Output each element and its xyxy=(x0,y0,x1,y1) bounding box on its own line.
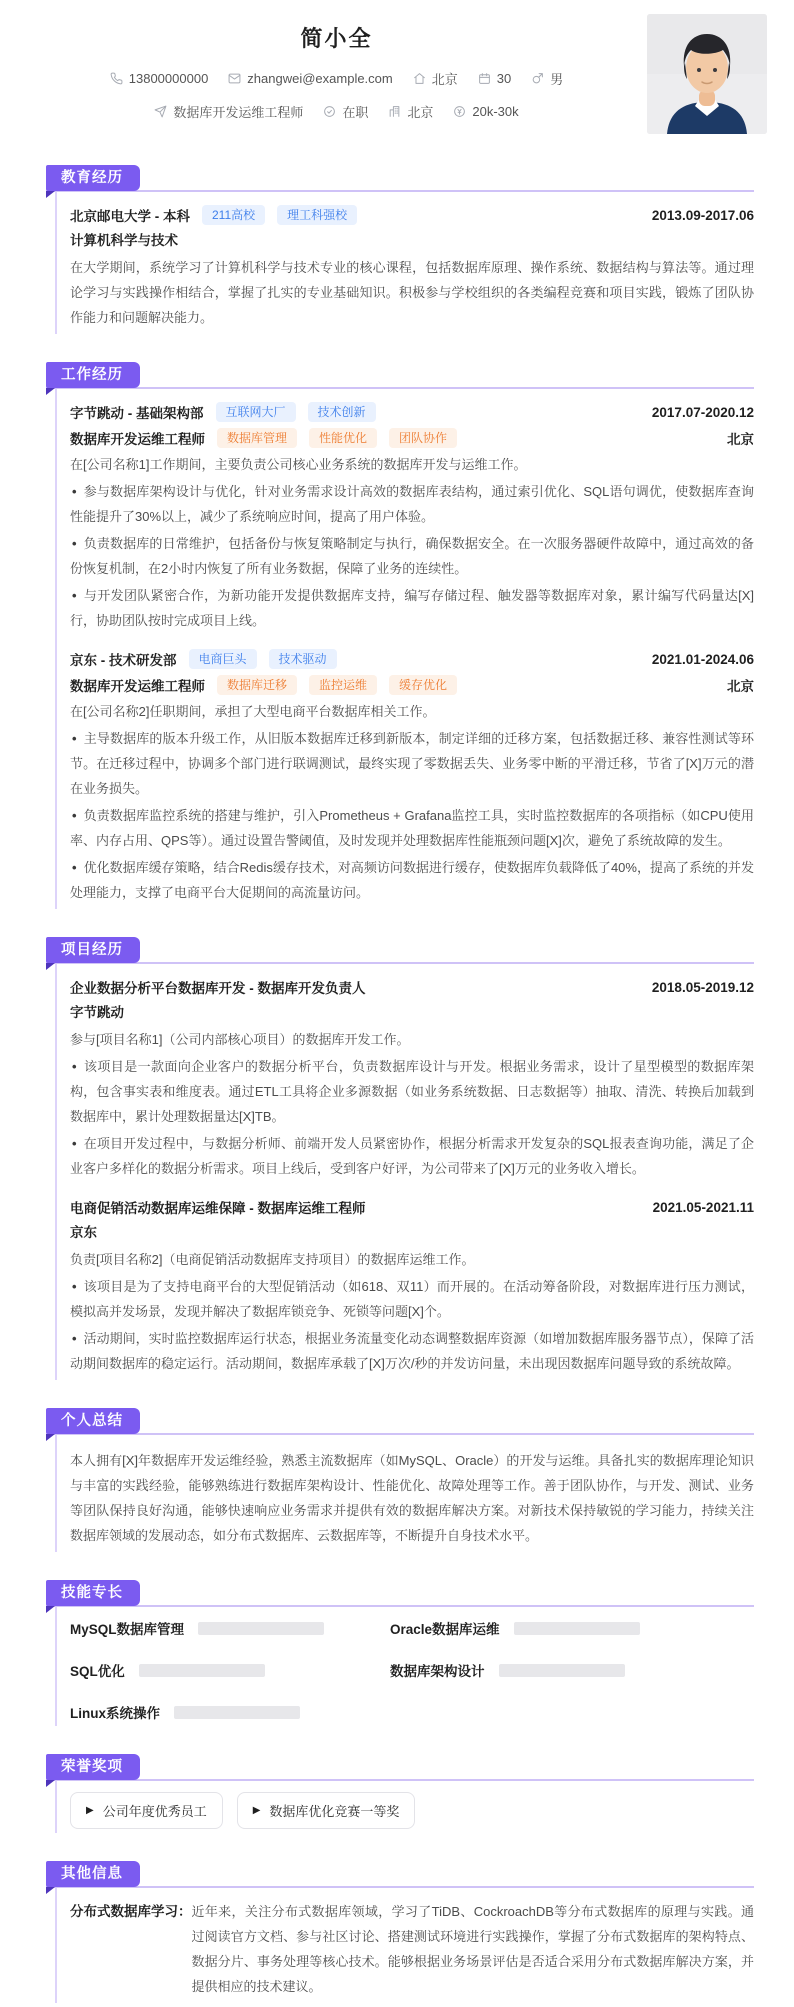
gender-value: 男 xyxy=(550,72,564,87)
skill-bar-track xyxy=(499,1664,625,1677)
honor-badge-button[interactable] xyxy=(237,1792,416,1829)
summary-text: 本人拥有[X]年数据库开发运维经验，熟悉主流数据库（如MySQL、Oracle）的开发与运维。具备扎实的数据库理论知识与丰富的实践经验，能够熟练进行数据库架构设计、性能优化、故障处理等工作。善于团队协作，与开发、测试、业务等团队保持良好沟通，能够快速响应业务需求并提供有效的数据库解决方案。对新技术保持敏锐的学习能力，持续关注数据库领域的发展动态，如分布式数据库、云数据库等，不断提升自身技术水平。 xyxy=(70,1453,754,1543)
project-date: 2018.05-2019.12 xyxy=(651,979,754,995)
bullet-dot-icon: • xyxy=(72,536,77,551)
project-title: 企业数据分析平台数据库开发 - 数据库开发负责人 xyxy=(70,981,366,996)
bullet-dot-icon: • xyxy=(72,1136,77,1151)
section-projects-header xyxy=(40,937,754,963)
bullet-dot-icon: • xyxy=(72,588,77,603)
company-row xyxy=(70,400,754,424)
project-bullet-text: 该项目是一款面向企业客户的数据分析平台，负责数据库设计与开发。根据业务需求，设计了星型模型的数据库架构，包含事实表和维度表。通过ETL工具将企业多源数据（如业务系统数据、日志数据等）抽取、清洗、转换后加载到数据库中，累计处理数据量达[X]TB。 xyxy=(70,1059,754,1124)
contact-row xyxy=(110,69,563,88)
project-date: 2021.05-2021.11 xyxy=(652,1199,754,1215)
skills-grid xyxy=(70,1618,754,1722)
position-value: 数据库开发运维工程师 xyxy=(173,105,304,120)
section-label-ribbon: 个人总结 xyxy=(46,1408,140,1434)
gender-icon xyxy=(531,72,544,85)
other-info-label: 分布式数据库学习： xyxy=(70,1904,192,1919)
work-bullet-text: 与开发团队紧密合作，为新功能开发提供数据库支持，编写存储过程、触发器等数据库对象，累计编写代码量达[X]行，协助团队按时完成项目上线。 xyxy=(70,588,754,628)
ribbon-fold xyxy=(46,191,55,198)
location-item xyxy=(413,69,458,88)
project-title-row xyxy=(70,1195,754,1219)
profile-photo xyxy=(647,14,767,134)
section-summary-header xyxy=(40,1408,754,1434)
status-icon xyxy=(323,105,336,118)
email-value: zhangwei@example.com xyxy=(247,71,393,86)
skill-bar-track xyxy=(139,1664,265,1677)
work-bullet-text: 负责数据库监控系统的搭建与维护，引入Prometheus + Grafana监控工具，实时监控数据库的各项指标（如CPU使用率、内存占用、QPS等）。通过设置告警阈值，及时发现并处理数据库性能瓶颈问题[X]次，避免了系统故障的发生。 xyxy=(70,808,754,848)
project-title-row xyxy=(70,975,754,999)
section-divider xyxy=(46,190,754,192)
age-value: 30 xyxy=(496,71,512,86)
honor-label: 公司年度优秀员工 xyxy=(102,1804,207,1819)
status-item xyxy=(323,102,368,121)
section-skills xyxy=(0,1580,794,1730)
section-other xyxy=(0,1861,794,2007)
bullet-dot-icon: • xyxy=(72,1331,77,1346)
skill-item xyxy=(390,1660,654,1680)
section-divider xyxy=(46,1886,754,1888)
work-intro: 在[公司名称2]任职期间，承担了大型电商平台数据库相关工作。 xyxy=(70,704,436,719)
work-location: 北京 xyxy=(727,679,754,694)
skill-bar-track xyxy=(198,1622,324,1635)
gender-item xyxy=(531,69,563,88)
phone-value: 13800000000 xyxy=(128,71,209,86)
skill-name: Linux系统操作 xyxy=(70,1706,160,1721)
status-value: 在职 xyxy=(342,105,369,120)
bullet-dot-icon: • xyxy=(72,484,77,499)
section-education-header xyxy=(40,165,754,191)
section-divider xyxy=(46,387,754,389)
bullet-dot-icon: • xyxy=(72,808,77,823)
ribbon-fold xyxy=(46,1434,55,1441)
play-icon: ▶ xyxy=(252,1804,261,1816)
company-row xyxy=(70,647,754,671)
bullet-dot-icon: • xyxy=(72,1279,77,1294)
ribbon-fold xyxy=(46,1606,55,1613)
bullet-dot-icon: • xyxy=(72,731,77,746)
company-name: 京东 - 技术研发部 xyxy=(70,653,177,668)
company-tag: 电商巨头 xyxy=(189,649,257,670)
section-work xyxy=(0,362,794,913)
resume-header xyxy=(0,0,794,141)
company-tag: 技术驱动 xyxy=(269,649,337,670)
project-bullet-text: 在项目开发过程中，与数据分析师、前端开发人员紧密协作，根据分析需求开发复杂的SQL报表查询功能，满足了企业客户多样化的数据分析需求。项目上线后，受到客户好评，为公司带来了[X]万元的业务收入增长。 xyxy=(70,1136,754,1176)
section-label-ribbon: 荣誉奖项 xyxy=(46,1754,140,1780)
header-info xyxy=(40,14,633,135)
city-value: 北京 xyxy=(407,105,434,120)
skill-item xyxy=(70,1702,334,1722)
work-bullet-text: 负责数据库的日常维护，包括备份与恢复策略制定与执行，确保数据安全。在一次服务器硬件故障中，通过高效的备份恢复机制，在2小时内恢复了所有业务数据，保障了业务的连续性。 xyxy=(70,536,754,576)
work-bullet xyxy=(70,531,754,581)
work-bullet xyxy=(70,855,754,905)
work-bullet xyxy=(70,726,754,801)
skill-item xyxy=(390,1618,654,1638)
salary-value: 20k-30k xyxy=(472,104,519,119)
role-tag: 团队协作 xyxy=(389,428,457,449)
project-bullet-text: 活动期间，实时监控数据库运行状态，根据业务流量变化动态调整数据库资源（如增加数据库服务器节点），保障了活动期间数据库的稳定运行。活动期间，数据库承载了[X]万次/秒的并发访问量，未出现因数据库问题导致的系统故障。 xyxy=(70,1331,754,1371)
skill-name: 数据库架构设计 xyxy=(390,1664,485,1679)
education-entry-row xyxy=(70,203,754,227)
skill-name: SQL优化 xyxy=(70,1664,125,1679)
project-intro: 参与[项目名称1]（公司内部核心项目）的数据库开发工作。 xyxy=(70,1032,410,1047)
company-tag: 技术创新 xyxy=(308,402,376,423)
work-bullet xyxy=(70,583,754,633)
work-bullet xyxy=(70,803,754,853)
work-location: 北京 xyxy=(727,432,754,447)
project-company: 字节跳动 xyxy=(70,1005,124,1020)
position-item xyxy=(154,102,303,121)
honor-label: 数据库优化竞赛一等奖 xyxy=(269,1804,400,1819)
salary-item xyxy=(453,104,518,119)
project-bullet xyxy=(70,1326,754,1376)
candidate-name: 简小全 xyxy=(300,26,373,51)
role-row xyxy=(70,426,754,450)
location-value: 北京 xyxy=(431,72,458,87)
section-honors xyxy=(0,1754,794,1837)
section-label-ribbon: 项目经历 xyxy=(46,937,140,963)
project-bullet xyxy=(70,1274,754,1324)
phone-item xyxy=(110,71,209,86)
school-name: 北京邮电大学 - 本科 xyxy=(70,209,190,224)
school-tag: 211高校 xyxy=(202,205,265,226)
other-info-item xyxy=(70,1899,754,1999)
section-projects xyxy=(0,937,794,1384)
section-work-header xyxy=(40,362,754,388)
other-info-text: 近年来，关注分布式数据库领域，学习了TiDB、CockroachDB等分布式数据库的原理与实践。通过阅读官方文档、参与社区讨论、搭建测试环境进行实践操作，掌握了分布式数据库的架构特点、数据分片、事务处理等核心技术。能够根据业务场景评估是否适合采用分布式数据库解决方案，并提供相应的技术建议。 xyxy=(191,1904,754,1994)
skill-item xyxy=(70,1660,334,1680)
role-tag: 监控运维 xyxy=(309,675,377,696)
mail-icon xyxy=(228,72,241,85)
work-bullet-text: 优化数据库缓存策略，结合Redis缓存技术，对高频访问数据进行缓存，使数据库负载降低了40%，提高了系统的并发处理能力，支撑了电商平台大促期间的高流量访问。 xyxy=(70,860,754,900)
honors-list xyxy=(70,1792,754,1829)
project-entry xyxy=(70,1195,754,1376)
section-honors-header xyxy=(40,1754,754,1780)
skill-bar-track xyxy=(174,1706,300,1719)
skill-name: MySQL数据库管理 xyxy=(70,1622,185,1637)
section-divider xyxy=(46,1605,754,1607)
project-company: 京东 xyxy=(70,1225,97,1240)
work-bullet-text: 主导数据库的版本升级工作，从旧版本数据库迁移到新版本，制定详细的迁移方案，包括数据迁移、兼容性测试等环节。在迁移过程中，协调多个部门进行联调测试，最终实现了零数据丢失、业务零中断的平滑迁移，节省了[X]万元的潜在业务损失。 xyxy=(70,731,754,796)
section-label-ribbon: 技能专长 xyxy=(46,1580,140,1606)
section-education xyxy=(0,165,794,338)
portrait-illustration xyxy=(647,14,767,134)
skill-bar-track xyxy=(514,1622,640,1635)
phone-icon xyxy=(110,72,123,85)
ribbon-fold xyxy=(46,1887,55,1894)
section-divider xyxy=(46,1779,754,1781)
role-row xyxy=(70,673,754,697)
school-tag: 理工科强校 xyxy=(277,205,357,226)
education-description: 在大学期间，系统学习了计算机科学与技术专业的核心课程，包括数据库原理、操作系统、数据结构与算法等。通过理论学习与实践操作相结合，掌握了扎实的专业基础知识。积极参与学校组织的各类编程竞赛和项目实践，锻炼了团队协作能力和问题解决能力。 xyxy=(70,260,754,325)
position-icon xyxy=(154,105,167,118)
project-intro: 负责[项目名称2]（电商促销活动数据库支持项目）的数据库运维工作。 xyxy=(70,1252,475,1267)
role-tag: 数据库迁移 xyxy=(217,675,297,696)
section-divider xyxy=(46,1433,754,1435)
work-entry xyxy=(70,647,754,905)
company-tag: 互联网大厂 xyxy=(216,402,296,423)
honor-badge-button[interactable] xyxy=(70,1792,223,1829)
role-name: 数据库开发运维工程师 xyxy=(70,432,205,447)
work-entry xyxy=(70,400,754,633)
age-icon xyxy=(478,72,491,85)
ribbon-fold xyxy=(46,1780,55,1787)
ribbon-fold xyxy=(46,963,55,970)
home-icon xyxy=(413,72,426,85)
work-date: 2017.07-2020.12 xyxy=(651,404,754,420)
age-item xyxy=(478,71,511,86)
section-label-ribbon: 工作经历 xyxy=(46,362,140,388)
skill-name: Oracle数据库运维 xyxy=(390,1622,500,1637)
play-icon: ▶ xyxy=(86,1804,94,1816)
project-bullet xyxy=(70,1131,754,1181)
city-item xyxy=(388,102,433,121)
bullet-dot-icon: • xyxy=(72,860,77,875)
section-label-ribbon: 教育经历 xyxy=(46,165,140,191)
building-icon xyxy=(388,105,401,118)
email-item xyxy=(228,71,392,86)
role-tag: 数据库管理 xyxy=(217,428,297,449)
work-bullet-text: 参与数据库架构设计与优化，针对业务需求设计高效的数据库表结构，通过索引优化、SQL语句调优，使数据库查询性能提升了30%以上，减少了系统响应时间，提高了用户体验。 xyxy=(70,484,754,524)
project-title: 电商促销活动数据库运维保障 - 数据库运维工程师 xyxy=(70,1201,366,1216)
major-name: 计算机科学与技术 xyxy=(70,233,178,248)
project-entry xyxy=(70,975,754,1181)
role-name: 数据库开发运维工程师 xyxy=(70,679,205,694)
education-date: 2013.09-2017.06 xyxy=(651,207,754,223)
project-bullet xyxy=(70,1054,754,1129)
role-tag: 性能优化 xyxy=(309,428,377,449)
role-tag: 缓存优化 xyxy=(389,675,457,696)
section-summary xyxy=(0,1408,794,1556)
work-date: 2021.01-2024.06 xyxy=(651,651,754,667)
project-bullet-text: 该项目是为了支持电商平台的大型促销活动（如618、双11）而开展的。在活动筹备阶段，对数据库进行压力测试，模拟高并发场景，发现并解决了数据库锁竞争、死锁等问题[X]个。 xyxy=(70,1279,754,1319)
section-divider xyxy=(46,962,754,964)
skill-item xyxy=(70,1618,334,1638)
section-skills-header xyxy=(40,1580,754,1606)
intent-row xyxy=(154,102,518,121)
section-label-ribbon: 其他信息 xyxy=(46,1861,140,1887)
work-bullet xyxy=(70,479,754,529)
section-other-header xyxy=(40,1861,754,1887)
bullet-dot-icon: • xyxy=(72,1059,77,1074)
company-name: 字节跳动 - 基础架构部 xyxy=(70,406,204,421)
salary-icon xyxy=(453,105,466,118)
ribbon-fold xyxy=(46,388,55,395)
work-intro: 在[公司名称1]工作期间，主要负责公司核心业务系统的数据库开发与运维工作。 xyxy=(70,457,527,472)
